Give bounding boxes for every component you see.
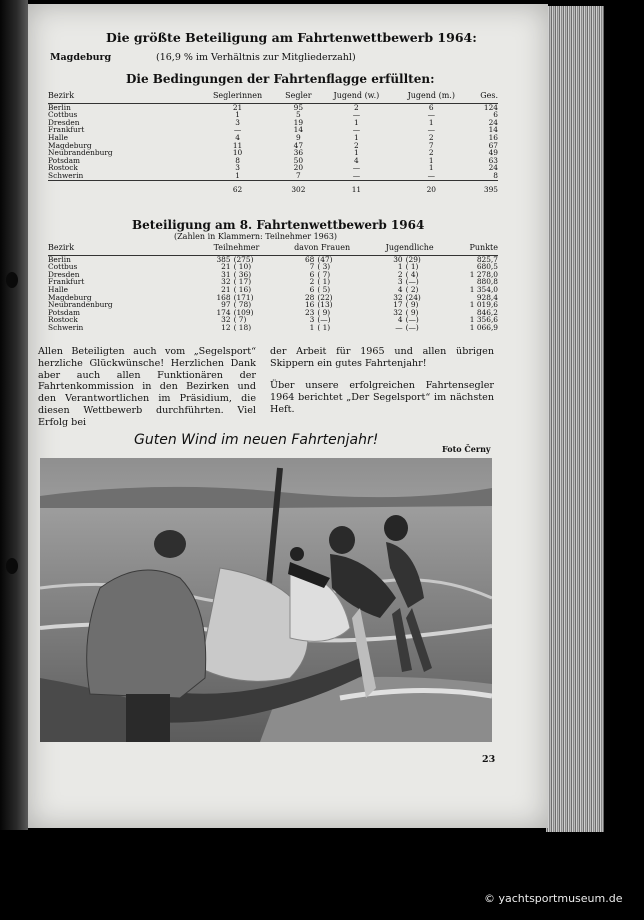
table-cell: 1 356,6 — [469, 315, 498, 325]
table-cell: ( 17) — [233, 277, 252, 287]
table-cell: Schwerin — [48, 170, 84, 180]
table-cell: Berlin — [48, 254, 71, 264]
table-cell: 28 — [304, 292, 315, 302]
column-header: Punkte — [469, 243, 498, 252]
table-cell: Dresden — [48, 269, 80, 279]
table-cell: — — [352, 125, 361, 135]
table-cell: Magdeburg — [48, 292, 92, 302]
table-cell: 1 — [428, 155, 434, 165]
table-cell: 95 — [293, 102, 304, 112]
table-cell: 7 — [428, 140, 434, 150]
table-cell: 880,8 — [476, 277, 498, 287]
table-cell: 16 — [304, 300, 315, 310]
winner-name: Magdeburg — [50, 52, 112, 63]
table-cell: (109) — [233, 307, 254, 317]
fahrtenflagge-table — [48, 92, 498, 193]
table-row — [48, 294, 498, 302]
table-cell: (275) — [233, 254, 254, 264]
column-header: davon Frauen — [294, 243, 351, 252]
table-cell: (47) — [317, 254, 333, 264]
totals-cell: 20 — [426, 184, 436, 194]
table-cell: 8 — [235, 155, 240, 165]
table-cell: — — [395, 322, 403, 332]
table-cell: — — [352, 163, 361, 173]
table-cell: — — [233, 125, 242, 135]
column-header: Bezirk — [48, 243, 75, 252]
table-cell: Frankfurt — [48, 125, 85, 135]
table-cell: 928,4 — [476, 292, 498, 302]
table-cell: 1 — [354, 132, 359, 142]
table-cell: Rostock — [48, 163, 78, 173]
table-header-row — [48, 244, 498, 255]
table-cell: (29) — [405, 254, 421, 264]
table-cell: — — [427, 125, 435, 135]
table-cell: ( 7) — [233, 315, 247, 325]
table-cell: 47 — [293, 140, 304, 150]
column-header: Teilnehmer — [213, 243, 260, 252]
table-cell: 1 354,0 — [469, 284, 498, 294]
table-cell: ( 4) — [405, 269, 419, 279]
binding-hole — [6, 272, 18, 288]
table-cell: 4 — [397, 315, 403, 325]
table-cell: ( 18) — [233, 322, 252, 332]
table-cell: Halle — [48, 284, 68, 294]
totals-cell — [48, 180, 198, 193]
winner-note: (16,9 % im Verhältnis zur Mitgliederzahl) — [156, 52, 356, 63]
table-row — [48, 172, 498, 180]
table-cell: 385 — [216, 254, 231, 264]
table-cell: Schwerin — [48, 322, 84, 332]
table2-title: Beteiligung am 8. Fahrtenwettbewerb 1964 — [132, 218, 425, 232]
table-cell: 1 — [354, 117, 359, 127]
slogan: Guten Wind im neuen Fahrtenjahr! — [134, 432, 379, 448]
table-cell: Potsdam — [48, 307, 81, 317]
table-cell: Dresden — [48, 117, 80, 127]
table-cell: ( 1) — [317, 277, 331, 287]
table-cell: ( 9) — [317, 307, 331, 317]
book-spine-shadow — [0, 0, 28, 830]
table-cell: 2 — [397, 269, 403, 279]
table-cell: 6 — [428, 102, 434, 112]
table-cell: 2 — [428, 148, 434, 158]
table-cell: 24 — [488, 117, 498, 127]
table-cell: Neubrandenburg — [48, 148, 113, 158]
table-row — [48, 324, 498, 332]
table-cell: 23 — [304, 307, 315, 317]
next-issue-note: Über unsere erfolgreichen Fahrtensegler 1964 berichtet „Der Segelsport“ im nächsten Heft. — [270, 380, 494, 415]
table-row — [48, 271, 498, 279]
table-cell: 32 — [393, 292, 403, 302]
totals-cell: 302 — [291, 184, 306, 194]
table-cell: 2 — [354, 102, 359, 112]
photo-credit: Foto Černy — [442, 444, 491, 454]
table-cell: (24) — [405, 292, 421, 302]
table-cell: 30 — [393, 254, 403, 264]
table-cell: 32 — [221, 315, 231, 325]
table-cell: — — [352, 170, 361, 180]
photo-illustration — [40, 458, 492, 742]
table-cell: 6 — [309, 269, 315, 279]
table-cell: 1 — [235, 110, 240, 120]
closing-paragraph-left: Allen Beteiligten auch vom „Segelsport“ herzliche Glückwünsche! Herzlichen Dank aber auch allen Funktionären der Fahrtenkommission in den Bezirken und den Verantwortlichen im Präsidium, die diesen Wettbewerb durchführten. Viel Erfolg bei — [38, 346, 256, 428]
table-cell: 846,2 — [476, 307, 498, 317]
column-header: Ges. — [480, 91, 498, 100]
table-row — [48, 278, 498, 286]
table-row — [48, 309, 498, 317]
table-cell: 7 — [309, 262, 315, 272]
column-header: Jugend (w.) — [333, 91, 380, 100]
table-cell: Berlin — [48, 102, 71, 112]
table-cell: 174 — [216, 307, 231, 317]
table-cell: ( 36) — [233, 269, 252, 279]
table-header-row — [48, 92, 498, 103]
column-header: Jugend (m.) — [407, 91, 455, 100]
table-cell: 17 — [393, 300, 403, 310]
table-cell: ( 16) — [233, 284, 252, 294]
table-cell: 7 — [296, 170, 301, 180]
totals-row — [48, 180, 498, 193]
binding-hole — [6, 558, 18, 574]
table-cell: 63 — [488, 155, 498, 165]
table-cell: 11 — [232, 140, 243, 150]
table-cell: Magdeburg — [48, 140, 92, 150]
table-cell: (—) — [405, 322, 419, 332]
table-cell: (—) — [317, 315, 331, 325]
table2-subtitle: (Zahlen in Klammern: Teilnehmer 1963) — [174, 232, 338, 241]
table-cell: (—) — [405, 315, 419, 325]
column-header: Seglerinnen — [212, 91, 263, 100]
table-cell: 5 — [296, 110, 301, 120]
table-row — [48, 263, 498, 271]
column-header: Jugendliche — [385, 243, 434, 252]
table-cell: 168 — [216, 292, 231, 302]
totals-cell: 11 — [351, 184, 362, 194]
table-cell: 8 — [493, 170, 498, 180]
totals-cell: 395 — [483, 184, 498, 194]
table-cell: 2 — [354, 140, 359, 150]
fahrtenwettbewerb-table — [48, 244, 498, 332]
table-cell: 6 — [309, 284, 315, 294]
table-cell: Rostock — [48, 315, 78, 325]
table-cell: 32 — [221, 277, 231, 287]
table-cell: Cottbus — [48, 110, 78, 120]
table-cell: 19 — [293, 117, 304, 127]
table-cell: 4 — [397, 284, 403, 294]
table-cell: 97 — [221, 300, 231, 310]
table-cell: 1 — [309, 322, 315, 332]
table-cell: 1 019,6 — [469, 300, 498, 310]
table-cell: (171) — [233, 292, 254, 302]
table-cell: 3 — [309, 315, 315, 325]
table-cell: 1 — [397, 262, 403, 272]
table-cell: 14 — [488, 125, 498, 135]
table-cell: 36 — [293, 148, 304, 158]
table-cell: — — [427, 170, 435, 180]
totals-cell: 62 — [232, 184, 243, 194]
table-cell: ( 2) — [405, 284, 419, 294]
table-cell: 50 — [293, 155, 304, 165]
table-cell: 1 — [428, 117, 434, 127]
copyright-notice: © yachtsportmuseum.de — [484, 892, 623, 905]
table-cell: 14 — [293, 125, 304, 135]
table-cell: 9 — [296, 132, 301, 142]
table-cell: ( 1) — [317, 322, 331, 332]
table-cell: 1 — [235, 170, 240, 180]
main-heading: Die größte Beteiligung am Fahrtenwettbewerb 1964: — [106, 30, 477, 45]
table-cell: Neubrandenburg — [48, 300, 113, 310]
table-cell: 24 — [488, 163, 498, 173]
table-cell: ( 78) — [233, 300, 252, 310]
table-cell: 3 — [235, 117, 240, 127]
table-cell: 825,7 — [476, 254, 498, 264]
table-cell: 4 — [354, 155, 359, 165]
page-number: 23 — [482, 754, 496, 765]
table-row — [48, 255, 498, 263]
table-cell: 20 — [293, 163, 304, 173]
table-cell: 49 — [488, 148, 498, 158]
closing-paragraph-right: der Arbeit für 1965 und allen übrigen Skippern ein gutes Fahrtenjahr! — [270, 346, 494, 369]
table-cell: 1 278,0 — [469, 269, 498, 279]
table-cell: 124 — [483, 102, 498, 112]
table-cell: Potsdam — [48, 155, 81, 165]
table-cell: 16 — [488, 132, 498, 142]
table-cell: Cottbus — [48, 262, 78, 272]
table-row — [48, 286, 498, 294]
table-cell: 2 — [309, 277, 315, 287]
table-cell: ( 7) — [317, 269, 331, 279]
table-cell: 10 — [232, 148, 243, 158]
table-cell: — — [427, 110, 435, 120]
magazine-page — [28, 4, 548, 828]
table-cell: Halle — [48, 132, 68, 142]
table-cell: (13) — [317, 300, 333, 310]
table-cell: 21 — [232, 102, 243, 112]
table-cell: (—) — [405, 277, 419, 287]
page-stack-edge — [546, 6, 604, 832]
table-cell: (22) — [317, 292, 333, 302]
table1-title: Die Bedingungen der Fahrtenflagge erfüllten: — [126, 72, 435, 86]
table-cell: 1 — [428, 163, 434, 173]
table-cell: — — [352, 110, 361, 120]
table-cell: 1 — [354, 148, 359, 158]
table-cell: 3 — [397, 277, 403, 287]
table-cell: 21 — [221, 262, 231, 272]
table-cell: 67 — [488, 140, 498, 150]
table-row — [48, 301, 498, 309]
table-cell: 2 — [428, 132, 434, 142]
table-cell: 6 — [493, 110, 498, 120]
table-cell: ( 1) — [405, 262, 419, 272]
sailing-photo — [40, 458, 492, 742]
table-cell: 21 — [221, 284, 231, 294]
table-cell: ( 10) — [233, 262, 252, 272]
table-cell: 680,5 — [476, 262, 498, 272]
table-cell: 1 066,9 — [469, 322, 498, 332]
table-row — [48, 316, 498, 324]
column-header: Segler — [285, 91, 312, 100]
table-cell: 4 — [235, 132, 240, 142]
table-cell: 31 — [221, 269, 231, 279]
table-cell: ( 9) — [405, 300, 419, 310]
table-cell: 12 — [221, 322, 231, 332]
table-cell: 3 — [235, 163, 240, 173]
table-cell: ( 5) — [317, 284, 331, 294]
table-cell: ( 9) — [405, 307, 419, 317]
table-cell: 68 — [304, 254, 315, 264]
table-cell: Frankfurt — [48, 277, 85, 287]
column-header: Bezirk — [48, 91, 75, 100]
table-cell: 32 — [393, 307, 403, 317]
table-cell: ( 3) — [317, 262, 331, 272]
